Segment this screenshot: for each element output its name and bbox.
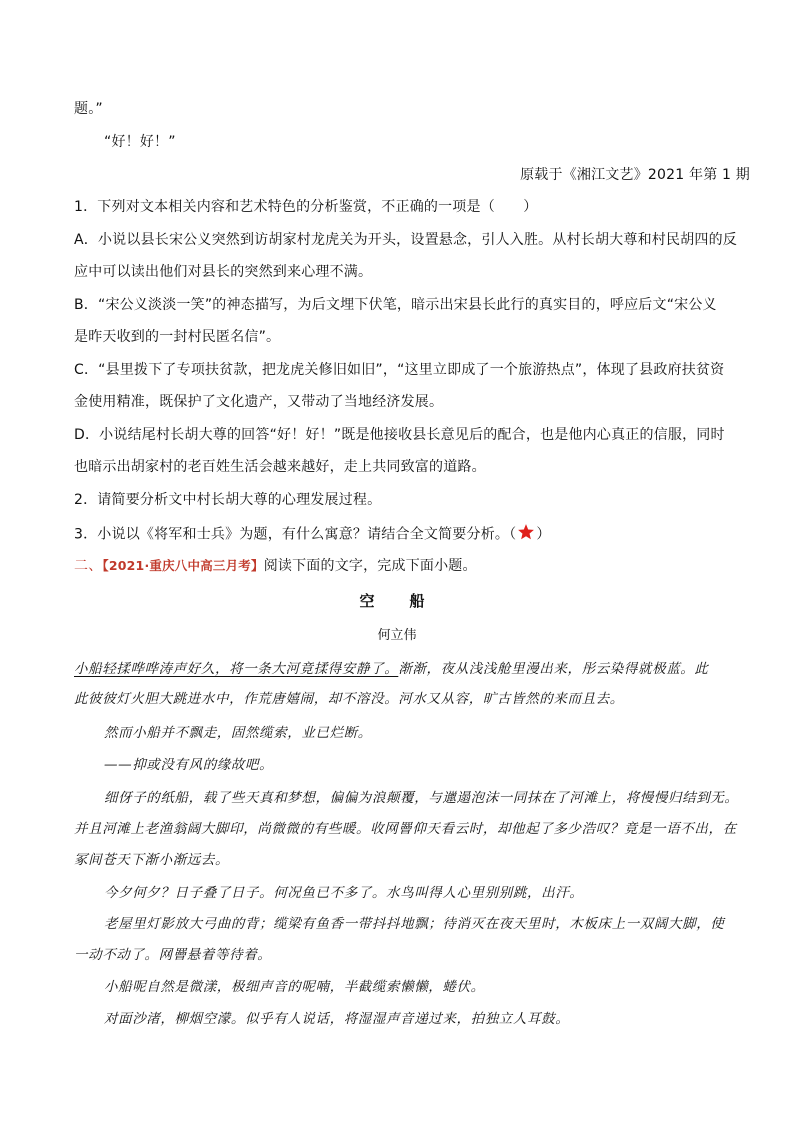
paragraph-1-rest: 渐渐，夜从浅浅舱里漫出来，彤云染得就极蓝。此	[398, 661, 709, 677]
option-b-line2: 是昨天收到的一封村民匿名信”。	[74, 329, 281, 345]
option-c-line1: C．“县里拨下了专项扶贫款，把龙虎关修旧如旧”，“这里立即成了一个旅游热点”，体现了县政府扶贫资	[74, 362, 725, 378]
option-d-line1: D．小说结尾村长胡大尊的回答“好！好！”既是他接收县长意见后的配合，也是他内心真正的信服，同时	[74, 427, 725, 443]
paragraph-5: 今夕何夕？日子叠了日子。何况鱼已不多了。水鸟叫得人心里别别跳，出汗。	[104, 885, 584, 901]
question-3-text: 3．小说以《将军和士兵》为题，有什么寓意？请结合全文简要分析。（	[74, 526, 517, 543]
paragraph-1-line2: 此彼彼灯火胆大跳进水中，作荒唐嬉闹，却不溶没。河水又从容，旷古皆然的来而且去。	[74, 691, 624, 707]
option-a-line2: 应中可以读出他们对县长的突然到来心理不满。	[74, 264, 373, 280]
paragraph-4-line2: 并且河滩上老渔翁阔大脚印，尚微微的有些暖。收网罾仰天看云时，却他起了多少浩叹？竟是一语不出，在	[74, 821, 737, 837]
paragraph-4-line3: 冢间苍天下渐小渐远去。	[74, 852, 230, 868]
section-number: 二、	[74, 558, 103, 574]
section-source: 【2021·重庆八中高三月考】	[102, 558, 264, 573]
paragraph-4-line1: 细伢子的纸船，载了些天真和梦想，偏偏为浪颠覆，与邋遢泡沫一同抹在了河滩上，将慢慢归结到无。	[104, 790, 739, 806]
section-instruction: 阅读下面的文字，完成下面小题。	[263, 558, 477, 574]
paragraph-8: 对面沙渚，柳烟空濛。似乎有人说话，将湿湿声音递过来，拍独立人耳鼓。	[104, 1011, 570, 1027]
question-3	[74, 523, 750, 546]
option-c-line2: 金使用精准，既保护了文化遗产，又带动了当地经济发展。	[74, 394, 444, 410]
article-author: 何立伟	[377, 628, 417, 643]
question-3-close: ）	[536, 526, 551, 543]
section-heading	[74, 557, 750, 575]
star-icon	[517, 523, 535, 546]
article-title: 空 船	[359, 592, 435, 610]
question-2: 2．请简要分析文中村长胡大尊的心理发展过程。	[74, 492, 382, 508]
paragraph-7: 小船呢自然是微漾，极细声音的呢喃，半截缆索懒懒，蜷伏。	[104, 979, 485, 995]
paragraph-6-line2: 一动不动了。网罾悬着等待着。	[74, 947, 272, 963]
text-line: “好！好！”	[104, 134, 176, 150]
source-note: 原载于《湘江文艺》2021 年第 1 期	[520, 167, 750, 183]
paragraph-3: ——抑或没有风的缘故吧。	[104, 757, 274, 773]
paragraph-1-line1	[74, 660, 750, 678]
option-a-line1: A．小说以县长宋公义突然到访胡家村龙虎关为开头，设置悬念，引人入胜。从村长胡大尊和村民胡四的反	[74, 232, 737, 248]
question-1: 1．下列对文本相关内容和艺术特色的分析鉴赏，不正确的一项是（ ）	[74, 199, 538, 215]
paragraph-6-line1: 老屋里灯影放大弓曲的背；缆梁有鱼香一带抖抖地飘；待消灭在夜天里时，木板床上一双阔大脚，使	[104, 916, 725, 932]
option-d-line2: 也暗示出胡家村的老百姓生活会越来越好，走上共同致富的道路。	[74, 459, 486, 475]
paragraph-2: 然而小船并不飘走，固然缆索，业已烂断。	[104, 725, 372, 741]
option-b-line1: B．“宋公义淡淡一笑”的神态描写，为后文埋下伏笔，暗示出宋县长此行的真实目的，呼应后文“宋公义	[74, 297, 717, 313]
underlined-sentence: 小船轻揉哗哗涛声好久，将一条大河竟揉得安静了。	[74, 661, 399, 677]
text-line: 题。”	[74, 101, 103, 117]
